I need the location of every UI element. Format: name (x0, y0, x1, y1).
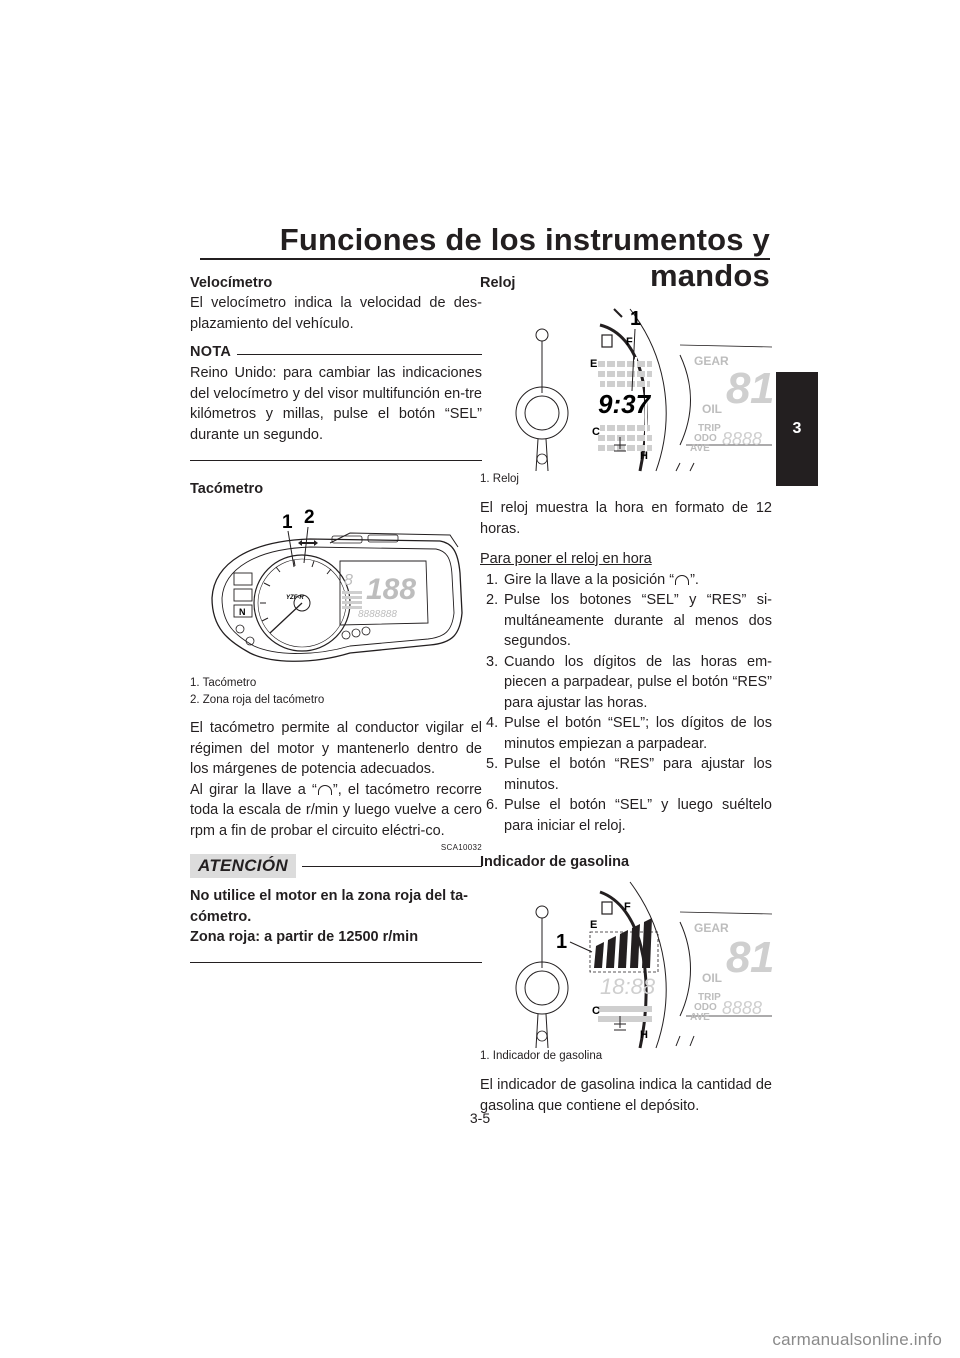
nota-end-rule (190, 460, 482, 461)
figure3-caption: 1. Indicador de gasolina (480, 1050, 603, 1062)
figure1-caption-2: 2. Zona roja del tacómetro (190, 694, 325, 706)
fuel-pump-icon (602, 902, 612, 914)
page-number: 3-5 (469, 1110, 491, 1126)
ave-label: AVE (690, 1012, 710, 1023)
nota-text: Reino Unido: para cambiar las indicaciones del velocímetro y del visor multifunción en-tre kilómetros y millas, pulse el botón “SEL” durante un segundo. (190, 365, 482, 443)
tachometer-text-2: Al girar la llave a “ ”, el tacómetro recorre toda la escala de r/min y luego vuelve a cero rpm a fin de probar el circuito eléctri-co. (190, 781, 482, 839)
clock-figure (480, 295, 775, 471)
fuel-text: El indicador de gasolina indica la cantidad de gasolina que contiene el depósito. (480, 1077, 772, 1114)
oil-label: OIL (702, 402, 722, 416)
atencion-text-1: No utilice el motor en la zona roja del ta-cómetro. (190, 888, 468, 925)
svg-text:YZF-R: YZF-R (286, 595, 304, 601)
fuel-display-digits: 18:88 (600, 974, 656, 999)
atencion-end-rule (190, 962, 482, 963)
tachometer-heading: Tacómetro (190, 481, 264, 497)
watermark: carmanualsonline.info (772, 1330, 942, 1349)
speedometer-text: El velocímetro indica la velocidad de des-plazamiento del vehículo. (190, 295, 482, 332)
temp-h-label: H (640, 450, 648, 462)
svg-text:8: 8 (726, 364, 751, 413)
gear-label: GEAR (694, 921, 729, 935)
svg-text:N: N (239, 607, 246, 617)
svg-text:1: 1 (750, 933, 775, 982)
left-column (190, 273, 482, 963)
trip-label: TRIP (698, 423, 721, 434)
step-5: 5. Pulse el botón “RES” para ajustar los minutos. (486, 756, 772, 793)
header-rule (200, 258, 770, 260)
clock-time: 9:37 (598, 389, 651, 419)
instrument-cluster-figure (190, 503, 482, 673)
temp-h-label: H (640, 1029, 648, 1041)
key-on-icon (318, 785, 332, 795)
fuel-pump-icon (602, 335, 612, 347)
tachometer-text-1: El tacómetro permite al conductor vigilar el régimen del motor y mantenerlo dentro de los márgenes de potencia adecuados. (190, 720, 482, 777)
warning-code: SCA10032 (440, 843, 482, 852)
figure2-caption: 1. Reloj (480, 473, 519, 485)
page-title: Funciones de los instrumentos y mandos (279, 222, 770, 293)
nota-header (190, 344, 482, 360)
fuel-gauge-figure (480, 876, 775, 1048)
trip-label: TRIP (698, 992, 721, 1003)
clock-set-steps (480, 570, 772, 837)
step-2: 2. Pulse los botones “SEL” y “RES” si-multáneamente durante al menos dos segundos. (486, 592, 772, 649)
atencion-label: ATENCIÓN (190, 854, 296, 878)
atencion-header (190, 854, 482, 878)
temp-c-label: C (592, 1005, 600, 1017)
svg-text:8888: 8888 (722, 429, 763, 449)
key-on-icon (675, 575, 689, 585)
atencion-text-2: Zona roja: a partir de 12500 r/min (190, 929, 419, 945)
svg-text:1: 1 (750, 364, 775, 413)
callout-1: 1 (630, 308, 642, 330)
callout-1: 1 (282, 512, 293, 533)
svg-text:8888888: 8888888 (358, 609, 397, 620)
step-3: 3. Cuando los dígitos de las horas em-piecen a parpadear, pulse el botón “RES” para ajustar las horas. (486, 653, 772, 711)
svg-text:188: 188 (366, 573, 417, 606)
callout-1: 1 (556, 931, 568, 953)
fuel-e-label: E (590, 919, 598, 931)
fuel-e-label: E (590, 358, 598, 370)
svg-text:8888: 8888 (722, 998, 763, 1018)
step-4: 4. Pulse el botón “SEL”; los dígitos de los minutos empiezan a parpadear. (486, 715, 772, 752)
clock-heading: Reloj (480, 275, 516, 291)
odo-label: ODO (694, 1002, 717, 1013)
fuel-f-label: F (626, 336, 633, 348)
gear-label: GEAR (694, 354, 729, 368)
chapter-tab: 3 (776, 372, 818, 486)
nota-label: NOTA (190, 344, 232, 360)
odo-label: ODO (694, 433, 717, 444)
callout-2: 2 (304, 507, 315, 528)
figure1-caption-1: 1. Tacómetro (190, 677, 257, 689)
step-1: 1. Gire la llave a la posición “ ”. (486, 571, 699, 588)
fuel-heading: Indicador de gasolina (480, 854, 630, 870)
svg-text:8: 8 (344, 572, 353, 589)
svg-text:8: 8 (726, 933, 751, 982)
clock-set-heading: Para poner el reloj en hora (480, 551, 652, 567)
temp-c-label: C (592, 426, 600, 438)
speedometer-heading: Velocímetro (190, 275, 273, 291)
right-column (480, 273, 775, 1116)
clock-text: El reloj muestra la hora en formato de 12 horas. (480, 500, 772, 537)
ave-label: AVE (690, 443, 710, 454)
oil-label: OIL (702, 971, 722, 985)
fuel-f-label: F (624, 901, 631, 913)
step-6: 6. Pulse el botón “SEL” y luego suéltelo para iniciar el reloj. (486, 797, 772, 834)
